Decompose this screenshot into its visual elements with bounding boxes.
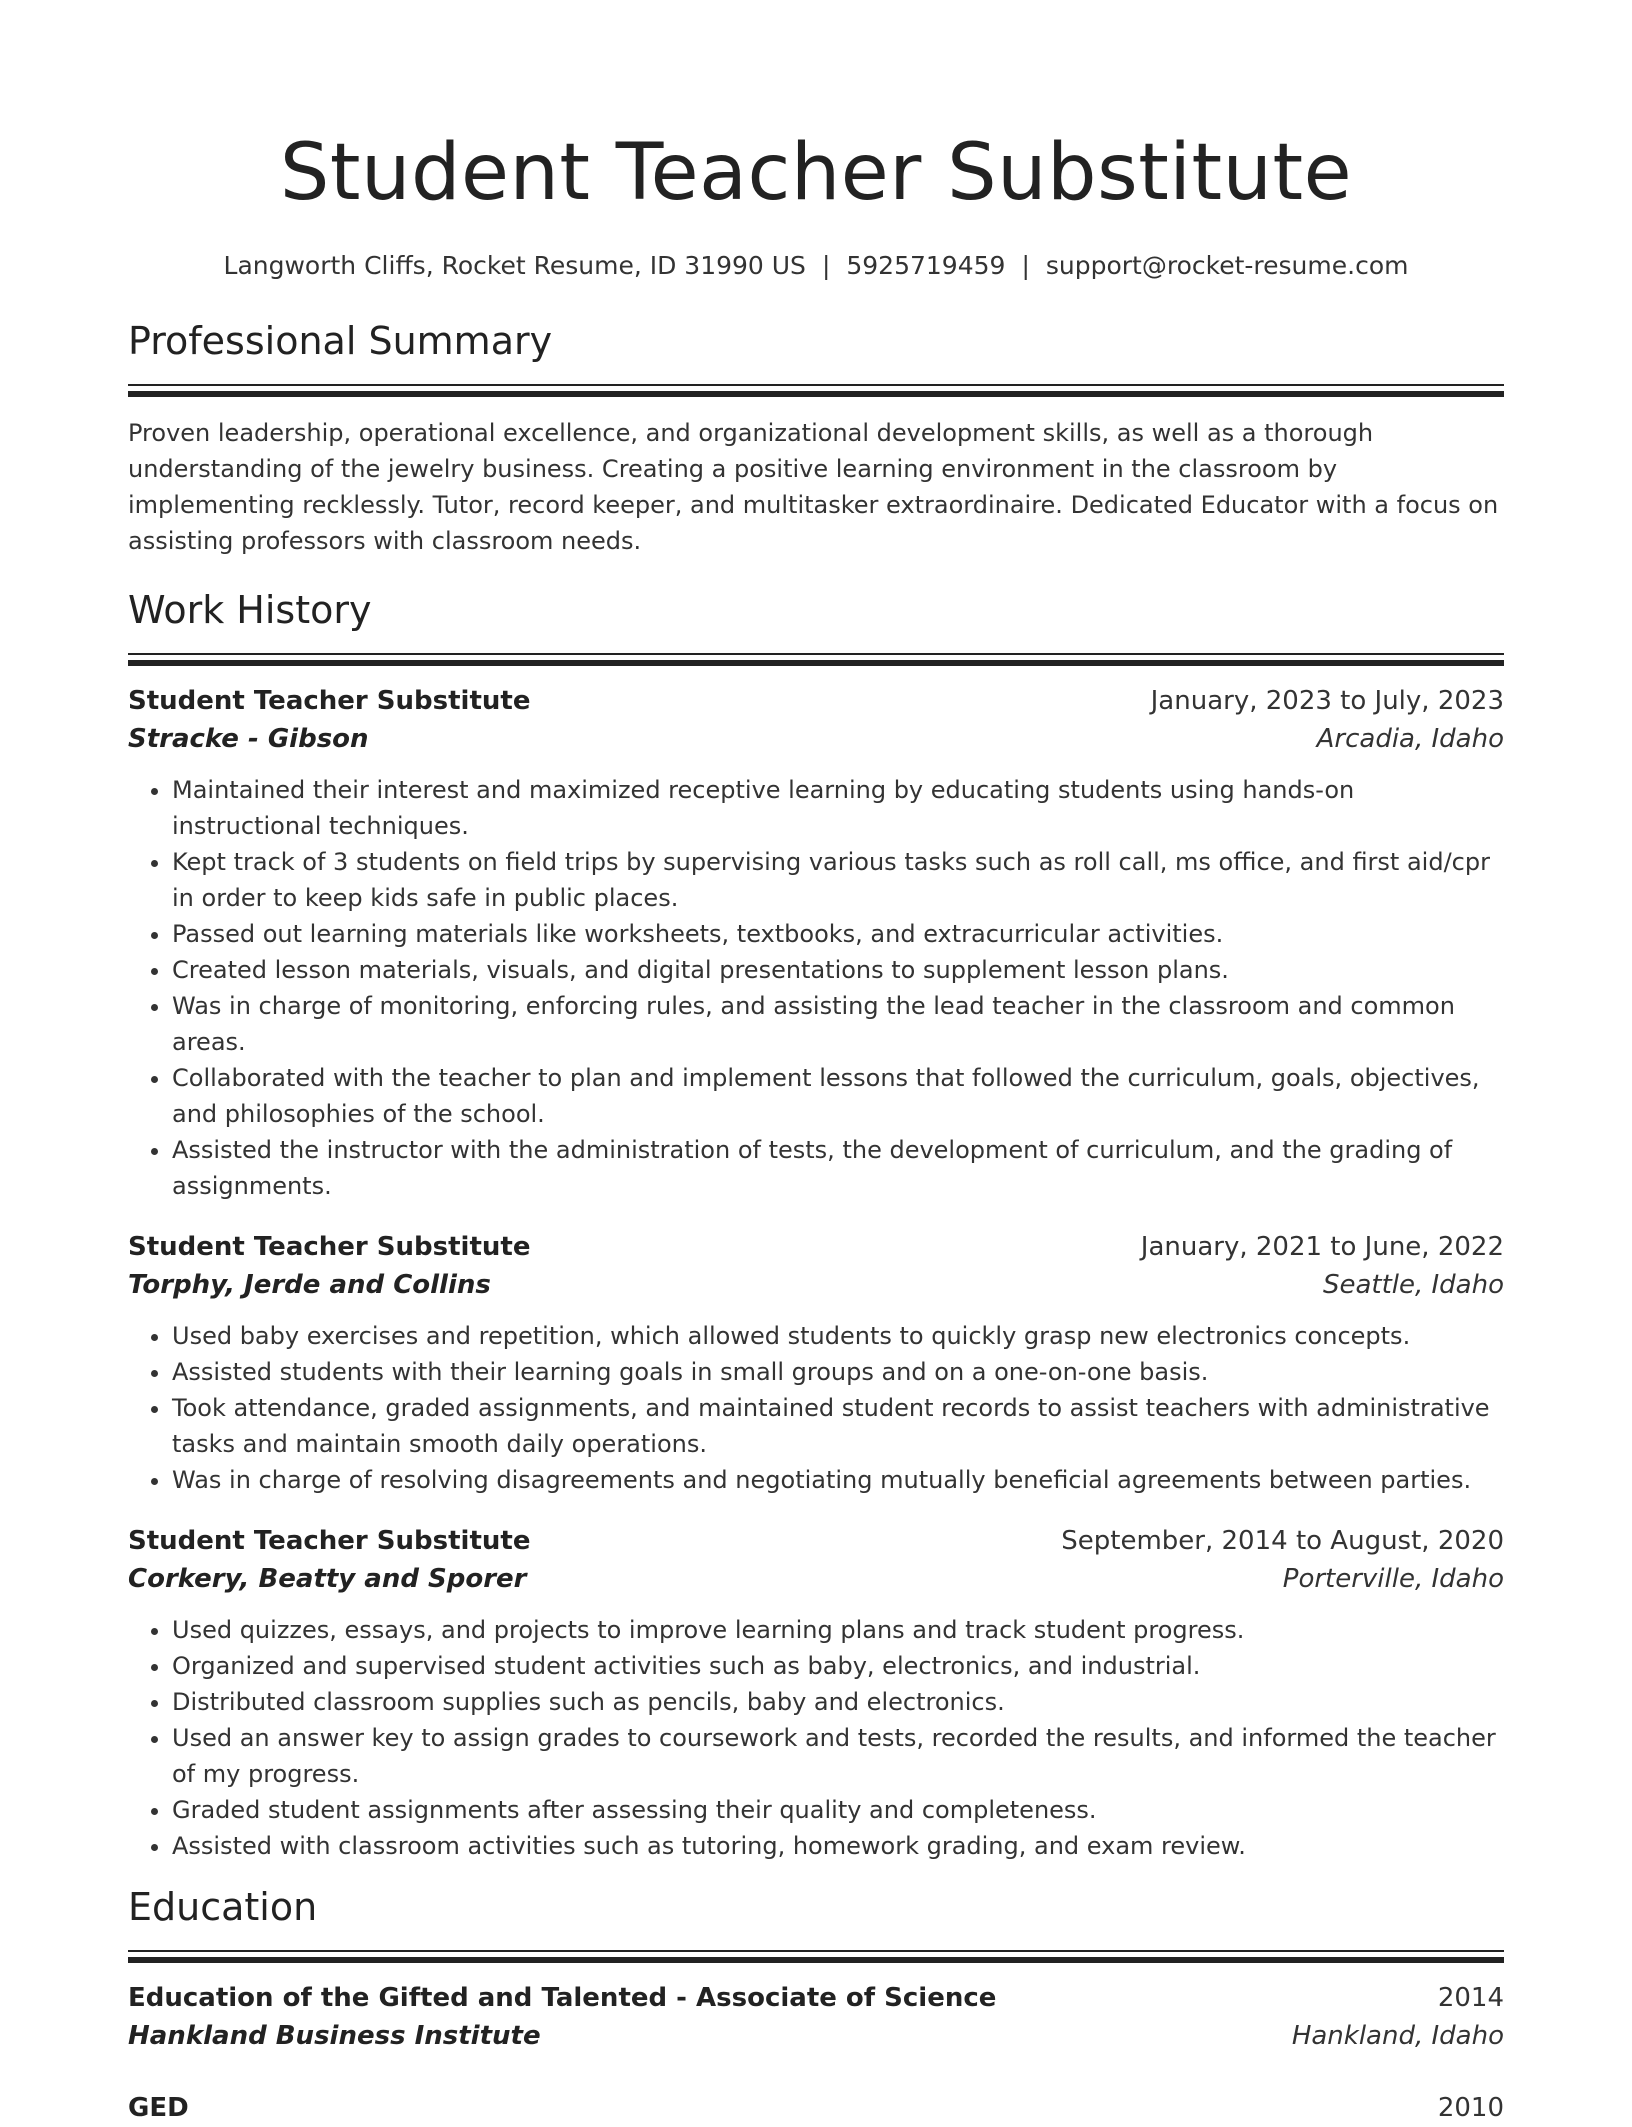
job-location: Seattle, Idaho (1322, 1270, 1504, 1300)
work-history-heading: Work History (128, 588, 372, 632)
job-location: Porterville, Idaho (1282, 1564, 1504, 1594)
list-item: • Used quizzes, essays, and projects to improve learning plans and track student progress. (172, 1612, 1504, 1648)
list-item: • Kept track of 3 students on field trips by supervising various tasks such as roll call, ms office, and first aid/cpr in order to keep kids safe in public places. (172, 844, 1504, 916)
section-divider (128, 384, 1504, 397)
list-item: • Was in charge of resolving disagreements and negotiating mutually beneficial agreements between parties. (172, 1462, 1504, 1498)
list-item: • Graded student assignments after assessing their quality and completeness. (172, 1792, 1504, 1828)
education-year: 2014 (1437, 1983, 1504, 2013)
list-item: • Used an answer key to assign grades to coursework and tests, recorded the results, and informed the teacher of my progress. (172, 1720, 1504, 1792)
job-header-row (128, 682, 1504, 720)
contact-line (128, 248, 1504, 284)
education-entry (128, 1979, 1504, 2055)
candidate-name: Student Teacher Substitute (279, 128, 1353, 218)
job-employer-row (128, 1266, 1504, 1304)
section-divider (128, 653, 1504, 666)
education-entry (128, 2089, 1504, 2127)
education-heading: Education (128, 1885, 318, 1929)
job-title: Student Teacher Substitute (128, 1232, 531, 1262)
contact-address: Langworth Cliffs, Rocket Resume, ID 31990 US (223, 251, 806, 280)
job-dates: January, 2021 to June, 2022 (1140, 1232, 1504, 1262)
job-location: Arcadia, Idaho (1316, 724, 1504, 754)
education-header-row (128, 1979, 1504, 2017)
job-employer: Torphy, Jerde and Collins (128, 1270, 491, 1300)
education-year: 2010 (1437, 2093, 1504, 2123)
summary-heading: Professional Summary (128, 319, 553, 363)
resume-page (128, 0, 1504, 2127)
section-divider (128, 1950, 1504, 1963)
contact-separator: | (1021, 251, 1030, 280)
job-title: Student Teacher Substitute (128, 1526, 531, 1556)
list-item: • Was in charge of monitoring, enforcing rules, and assisting the lead teacher in the classroom and common areas. (172, 988, 1504, 1060)
list-item: • Maintained their interest and maximized receptive learning by educating students using hands-on instructional techniques. (172, 772, 1504, 844)
job-header-row (128, 1228, 1504, 1266)
list-item: • Assisted with classroom activities such as tutoring, homework grading, and exam review. (172, 1828, 1504, 1864)
education-degree: GED (128, 2093, 189, 2123)
job-dates: September, 2014 to August, 2020 (1061, 1526, 1504, 1556)
job-header-row (128, 1522, 1504, 1560)
contact-email: support@rocket-resume.com (1045, 251, 1409, 280)
work-history-section (128, 585, 1504, 1864)
list-item: • Assisted students with their learning goals in small groups and on a one-on-one basis. (172, 1354, 1504, 1390)
contact-separator: | (821, 251, 831, 280)
job-employer-row (128, 1560, 1504, 1598)
education-location: Hankland, Idaho (1291, 2021, 1504, 2051)
summary-text: Proven leadership, operational excellence, and organizational development skills, as well as a thorough understanding of the jewelry business. Creating a positive learning environment in the classroom by implementing recklessly. Tutor, record keeper, and multitasker extraordinaire. Dedicated Educator with a focus on assisting professors with classroom needs. (128, 419, 1499, 555)
education-degree: Education of the Gifted and Talented - Associate of Science (128, 1983, 997, 2013)
job-entry (128, 1522, 1504, 1864)
job-dates: January, 2023 to July, 2023 (1150, 686, 1504, 716)
job-employer-row (128, 720, 1504, 758)
job-employer: Stracke - Gibson (128, 724, 369, 754)
education-header-row (128, 2089, 1504, 2127)
list-item: • Used baby exercises and repetition, which allowed students to quickly grasp new electronics concepts. (172, 1318, 1504, 1354)
job-employer: Corkery, Beatty and Sporer (128, 1564, 527, 1594)
education-school-row (128, 2017, 1504, 2055)
job-entry (128, 682, 1504, 1204)
list-item: • Distributed classroom supplies such as pencils, baby and electronics. (172, 1684, 1504, 1720)
job-bullets (128, 1318, 1504, 1498)
job-bullets (128, 1612, 1504, 1864)
job-entry (128, 1228, 1504, 1498)
list-item: • Created lesson materials, visuals, and digital presentations to supplement lesson plans. (172, 952, 1504, 988)
summary-section (128, 316, 1504, 559)
job-bullets (128, 772, 1504, 1204)
education-section (128, 1882, 1504, 2127)
list-item: • Passed out learning materials like worksheets, textbooks, and extracurricular activities. (172, 916, 1504, 952)
list-item: • Collaborated with the teacher to plan and implement lessons that followed the curriculum, goals, objectives, and philosophies of the school. (172, 1060, 1504, 1132)
list-item: • Organized and supervised student activities such as baby, electronics, and industrial. (172, 1648, 1504, 1684)
list-item: • Took attendance, graded assignments, and maintained student records to assist teachers with administrative tasks and maintain smooth daily operations. (172, 1390, 1504, 1462)
contact-phone: 5925719459 (846, 251, 1006, 280)
education-school: Hankland Business Institute (128, 2021, 541, 2051)
list-item: • Assisted the instructor with the administration of tests, the development of curriculum, and the grading of assignments. (172, 1132, 1504, 1204)
job-title: Student Teacher Substitute (128, 686, 531, 716)
